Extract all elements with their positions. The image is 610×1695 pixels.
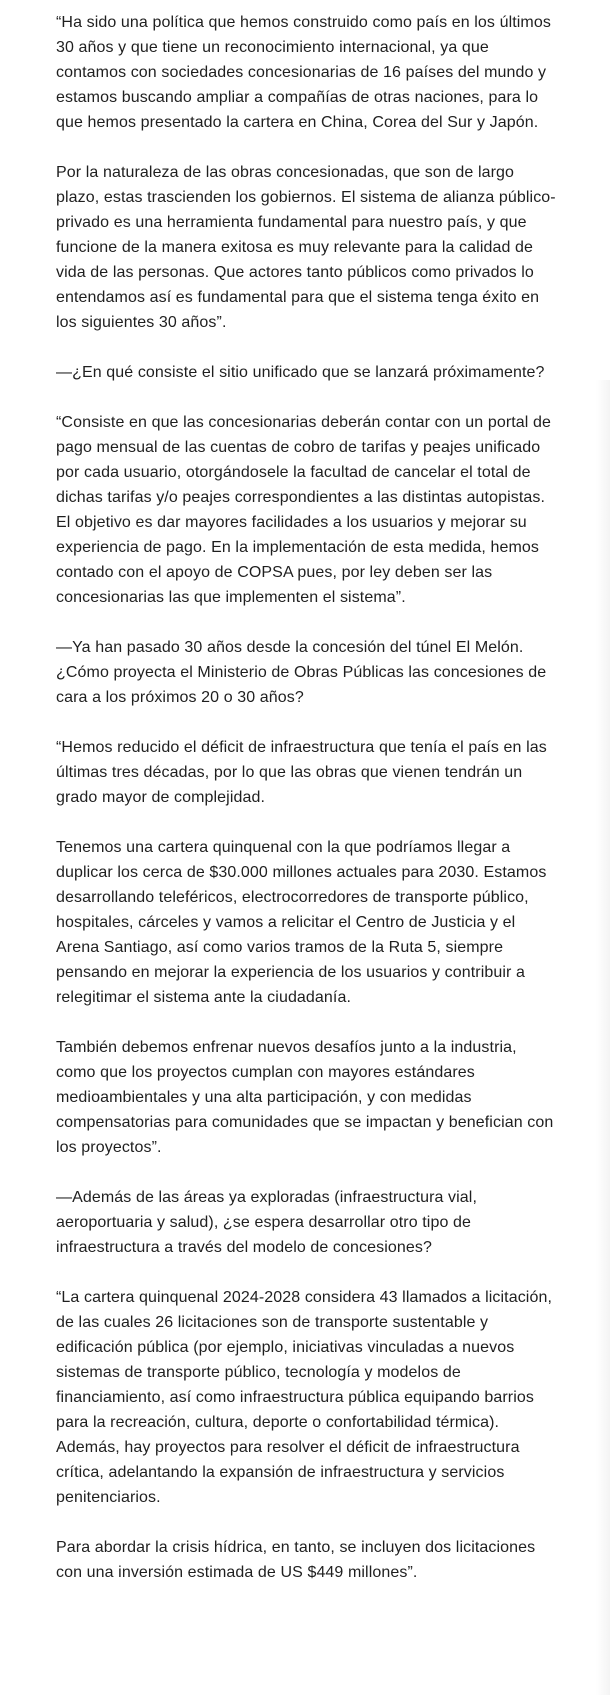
quote-paragraph: “La cartera quinquenal 2024-2028 considera 43 llamados a licitación, de las cuales 26 licitaciones son de transporte sustentable y edificación pública (por ejemplo, iniciativas vinculadas a nuevos sistemas de transporte público, tecnología y modelos de financiamiento, así como infraestructura pública equipando barrios para la recreación, cultura, deporte o confortabilidad térmica). Además, hay proyectos para resolver el déficit de infraestructura crítica, adelantando la expansión de infraestructura y servicios penitenciarios. bbox=[56, 1289, 553, 1506]
interview-question: —Ya han pasado 30 años desde la concesión del túnel El Melón. ¿Cómo proyecta el Ministerio de Obras Públicas las concesiones de cara a los próximos 20 o 30 años? bbox=[56, 639, 547, 706]
quote-paragraph: “Consiste en que las concesionarias deberán contar con un portal de pago mensual de las cuentas de cobro de tarifas y peajes unificado por cada usuario, otorgándosele la facultad de cancelar el total de dichas tarifas y/o peajes correspondientes a las distintas autopistas. El objetivo es dar mayores facilidades a los usuarios y mejorar su experiencia de pago. En la implementación de esta medida, hemos contado con el apoyo de COPSA pues, por ley deben ser las concesionarias las que implementen el sistema”. bbox=[56, 414, 552, 606]
interview-question: —Además de las áreas ya exploradas (infraestructura vial, aeroportuaria y salud), ¿se espera desarrollar otro tipo de infraestructura a través del modelo de concesiones? bbox=[56, 1189, 478, 1256]
right-edge-shade bbox=[596, 380, 610, 1695]
quote-paragraph: Tenemos una cartera quinquenal con la que podríamos llegar a duplicar los cerca de $30.000 millones actuales para 2030. Estamos desarrollando teleféricos, electrocorredores de transporte público, hospitales, cárceles y vamos a relicitar el Centro de Justicia y el Arena Santiago, así como varios tramos de la Ruta 5, siempre pensando en mejorar la experiencia de los usuarios y contribuir a relegitimar el sistema ante la ciudadanía. bbox=[56, 839, 547, 1006]
quote-paragraph: También debemos enfrenar nuevos desafíos junto a la industria, como que los proyectos cumplan con mayores estándares medioambientales y una alta participación, y con medidas compensatorias para comunidades que se impactan y benefician con los proyectos”. bbox=[56, 1039, 554, 1156]
article-body bbox=[56, 10, 556, 1585]
quote-paragraph: Por la naturaleza de las obras concesionadas, que son de largo plazo, estas trascienden los gobiernos. El sistema de alianza público-privado es una herramienta fundamental para nuestro país, y que funcione de la manera exitosa es muy relevante para la calidad de vida de las personas. Que actores tanto públicos como privados lo entendamos así es fundamental para que el sistema tenga éxito en los siguientes 30 años”. bbox=[56, 164, 556, 331]
quote-paragraph: “Ha sido una política que hemos construido como país en los últimos 30 años y que tiene un reconocimiento internacional, ya que contamos con sociedades concesionarias de 16 países del mundo y estamos buscando ampliar a compañías de otras naciones, para lo que hemos presentado la cartera en China, Corea del Sur y Japón. bbox=[56, 14, 551, 131]
interview-question: —¿En qué consiste el sitio unificado que se lanzará próximamente? bbox=[56, 364, 545, 381]
quote-paragraph: “Hemos reducido el déficit de infraestructura que tenía el país en las últimas tres décadas, por lo que las obras que vienen tendrán un grado mayor de complejidad. bbox=[56, 739, 547, 806]
quote-paragraph: Para abordar la crisis hídrica, en tanto, se incluyen dos licitaciones con una inversión estimada de US $449 millones”. bbox=[56, 1539, 536, 1581]
